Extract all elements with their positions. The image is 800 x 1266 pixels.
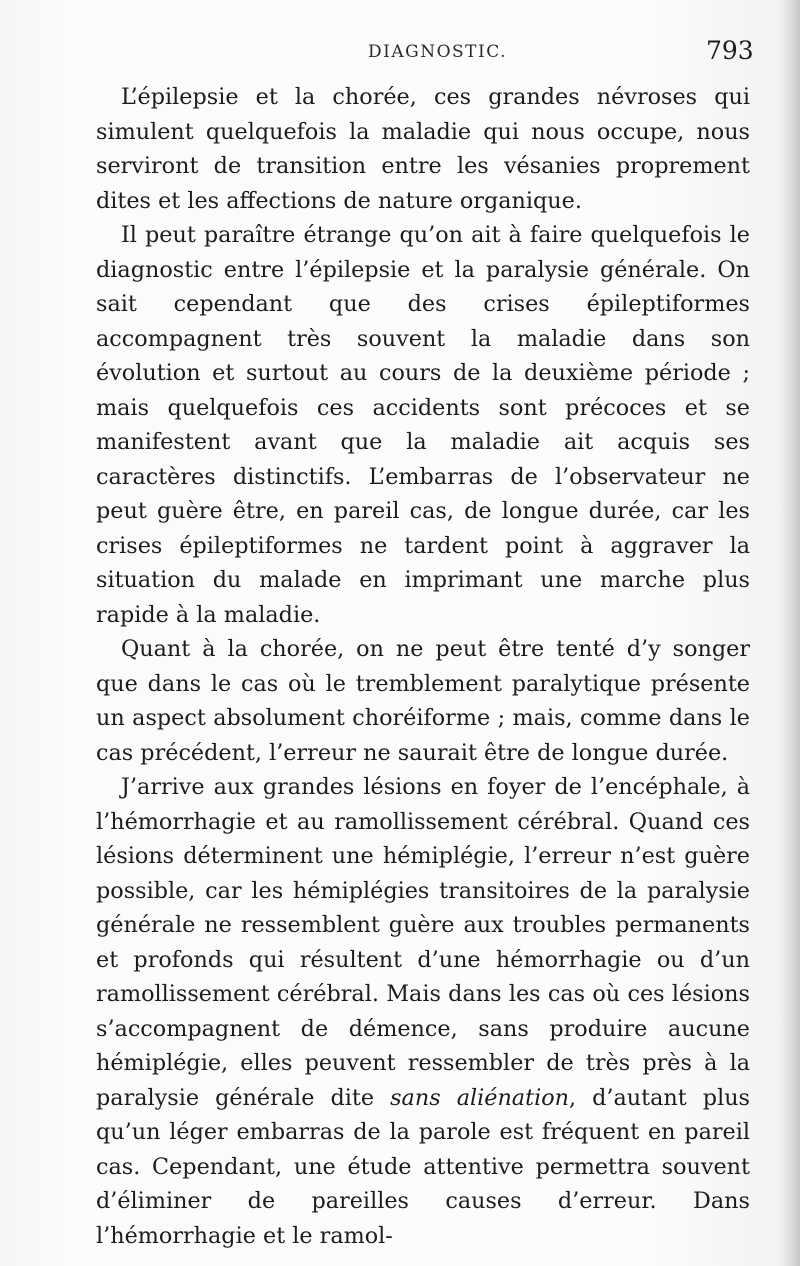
paragraph-epilepsy-chorea-intro: L’épilepsie et la chorée, ces grandes névroses qui simulent quelquefois la maladie qui nous occupe, nous serviront de transition entre les vésanies proprement dites et les affections de nature organique. (96, 84, 750, 214)
focal-lesions-text-start: J’arrive aux grandes lésions en foyer de l’encéphale, à l’hémorrhagie et au ramollissement cérébral. Quand ces lésions déterminent une hémiplégie, l’erreur n’est guère possible, car les hémiplégies transitoires de la paralysie générale ne ressemblent guère aux troubles permanents et profonds qui résultent d’une hémorrhagie ou d’un ramollissement cérébral. Mais dans les cas où ces lésions s’accompagnent de démence, sans produire aucune hémiplégie, elles peuvent ressembler de très près à la paralysie générale dite (96, 774, 750, 1111)
body-text (96, 80, 750, 1253)
page-number: 793 (706, 36, 754, 65)
focal-lesions-text-end: , d’autant plus qu’un léger embarras de la parole est fréquent en pareil cas. Cependant, une étude attentive permettra souvent d’éliminer de pareilles causes d’erreur. Dans l’hémorrhagie et le ramol- (96, 1084, 751, 1249)
italic-term: sans aliénation (390, 1084, 569, 1111)
running-head: DIAGNOSTIC. (368, 42, 508, 62)
paragraph-chorea: Quant à la chorée, on ne peut être tenté d’y songer que dans le cas où le tremblement paralytique présente un aspect absolument choréiforme ; mais, comme dans le cas précédent, l’erreur ne saurait être de longue durée. (96, 636, 750, 766)
paragraph-epilepsy-diagnosis: Il peut paraître étrange qu’on ait à faire quelquefois le diagnostic entre l’épilepsie et la paralysie générale. On sait cependant que des crises épileptiformes accompagnent très souvent la maladie dans son évolution et surtout au cours de la deuxième période ; mais quelquefois ces accidents sont précoces et se manifestent avant que la maladie ait acquis ses caractères distinctifs. L’embarras de l’observateur ne peut guère être, en pareil cas, de longue durée, car les crises épileptiformes ne tardent point à aggraver la situation du malade en imprimant une marche plus rapide à la maladie. (96, 222, 750, 628)
paragraph-focal-lesions (96, 770, 750, 1253)
page-edge-shadow (780, 0, 800, 1266)
